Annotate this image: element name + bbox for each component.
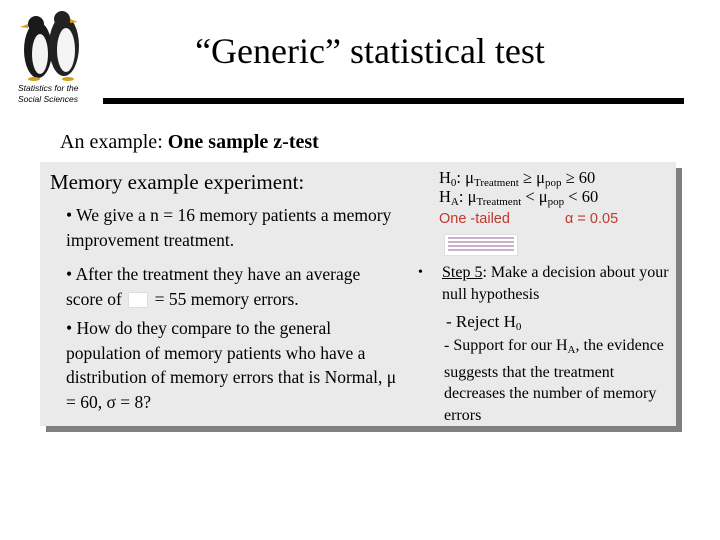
ha-pop-sub: pop xyxy=(547,196,565,208)
step-5-description: : Make a decision about your null hypothesis xyxy=(442,264,669,303)
h0-pop-sub: pop xyxy=(544,177,562,189)
h0-relation: ≥ μ xyxy=(518,168,545,187)
step-bullet: • xyxy=(418,265,423,280)
reject-sub: 0 xyxy=(515,321,522,333)
logo-caption xyxy=(18,83,98,105)
example-panel xyxy=(40,162,676,426)
slide-title: “Generic” statistical test xyxy=(195,31,545,71)
bullet-sample-size: • We give a n = 16 memory patients a memory improvement treatment. xyxy=(66,205,392,250)
reject-null xyxy=(446,312,521,333)
logo-caption-line2: Social Sciences xyxy=(18,94,79,104)
bullet-comparison: • How do they compare to the general population of memory patients who have a distribution of memory errors that is Normal, μ = 60, σ = 8? xyxy=(66,318,397,412)
support-text-after: , the evidence suggests that the treatment decreases the number of memory errors xyxy=(444,337,664,424)
h0-mu: : μ xyxy=(456,168,474,187)
penguins-logo xyxy=(12,4,90,82)
test-tail: One -tailed xyxy=(439,211,510,227)
h0-value: ≥ 60 xyxy=(561,168,596,187)
bullet-average-value: = 55 memory errors. xyxy=(154,288,299,309)
support-sub: A xyxy=(567,344,576,356)
bullet-average-text: • After the treatment they have an average score of xyxy=(66,264,361,309)
steps-thumbnail-image xyxy=(444,234,518,256)
ha-label: H xyxy=(439,187,451,206)
title-rule xyxy=(103,98,684,104)
bullet-average-score xyxy=(66,262,396,311)
ha-sub: A xyxy=(450,196,459,208)
h0-sub: 0 xyxy=(450,177,457,189)
h0-label: H xyxy=(439,168,451,187)
alternative-hypothesis xyxy=(439,187,598,212)
subtitle-emphasis: One sample z-test xyxy=(167,131,319,153)
ha-mu: : μ xyxy=(458,187,477,206)
ha-value: < 60 xyxy=(564,187,599,206)
reject-text: - Reject H xyxy=(446,312,516,331)
ha-relation: < μ xyxy=(521,187,548,206)
panel-heading: Memory example experiment: xyxy=(50,170,305,194)
subtitle-prefix: An example: xyxy=(60,131,168,153)
support-alternative xyxy=(444,335,666,426)
sample-mean-symbol-image xyxy=(128,292,148,308)
h0-treatment-sub: Treatment xyxy=(473,177,519,189)
ha-treatment-sub: Treatment xyxy=(476,196,522,208)
slide-subtitle xyxy=(60,131,319,154)
alpha-level: α = 0.05 xyxy=(565,211,619,227)
logo-caption-line1: Statistics for the xyxy=(18,83,79,93)
support-text-before: - Support for our H xyxy=(444,337,568,354)
step-5-label: Step 5 xyxy=(442,264,483,281)
step-5-text xyxy=(442,262,674,306)
